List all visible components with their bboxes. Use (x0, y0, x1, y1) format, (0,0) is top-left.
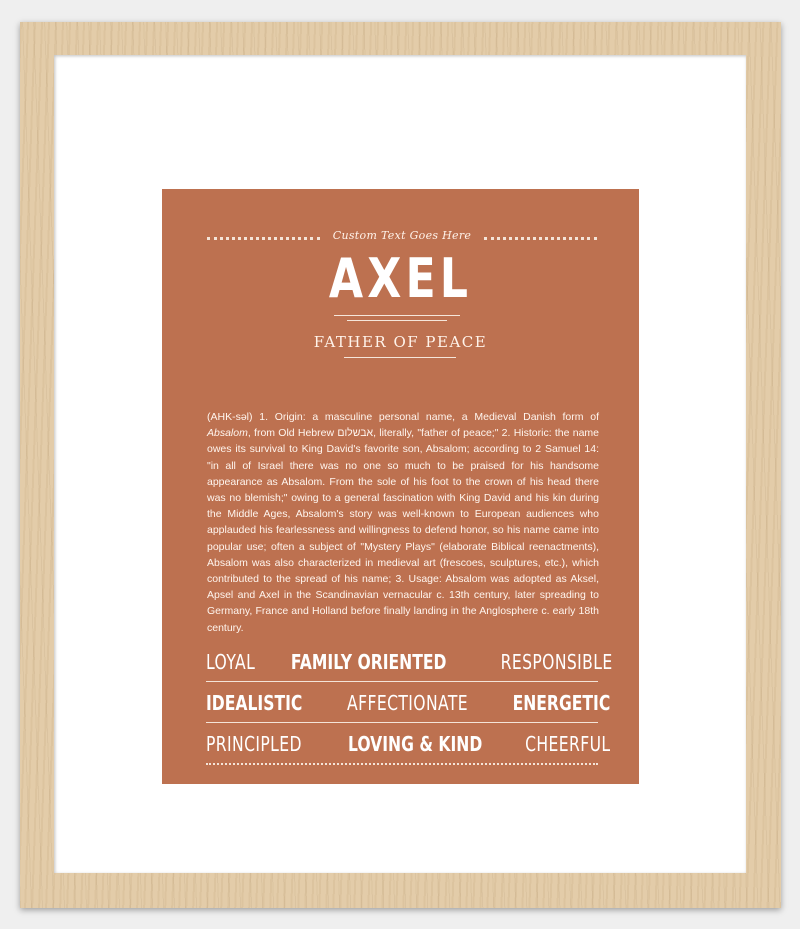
traits-block (206, 645, 613, 769)
definition-part-1: 1. Origin: a masculine personal name, a Medieval Danish form of (252, 411, 599, 423)
trait: LOYAL (206, 650, 256, 674)
wood-frame (20, 22, 781, 908)
trait-divider-dotted (206, 763, 598, 765)
meaning-underline (344, 357, 456, 358)
name-title: AXEL (328, 247, 473, 310)
name-print (162, 189, 639, 784)
pronunciation: (AHK-səl) (207, 411, 253, 423)
custom-text: Custom Text Goes Here (332, 228, 472, 242)
trait-divider (206, 722, 598, 723)
trait: IDEALISTIC (206, 691, 303, 715)
trait: AFFECTIONATE (346, 691, 468, 715)
definition-part-2: , from Old Hebrew אבשלום, literally, "father of peace;" 2. Historic: the name owes its survival to King David's favorite son, Absalom; according to 2 Samuel 14: "in all of Israel there was no one so much to be praised for his handsome appearance as Absalom. From the sole of his foot to the crown of his head there was no blemish;" owing to a general fascination with King David and his kin during the Middle Ages, Absalom's story was well-known to European audiences who applauded his fearlessness and willingness to defend honor, so his name came into popular use; often a subject of "Mystery Plays" (elaborate Biblical reenactments), Absalom was also characterized in medieval art (frescoes, sculptures, etc.), which contributed to the spread of his name; 3. Usage: Absalom was adopted as Aksel, Apsel and Axel in the Scandinavian vernacular c. 13th century, later spreading to Germany, France and Holland before finally landing in the Anglosphere c. early 18th century. (207, 427, 599, 634)
definition-italic-word: Absalom (207, 427, 248, 440)
trait: RESPONSIBLE (500, 650, 613, 674)
custom-text-row (207, 225, 597, 245)
dotted-divider-left (207, 237, 320, 240)
trait-row-2 (206, 686, 610, 720)
trait-divider (206, 681, 598, 682)
definition-text (207, 409, 599, 636)
trait-row-1 (206, 645, 613, 679)
dotted-divider-right (484, 237, 597, 240)
trait: ENERGETIC (512, 691, 610, 715)
trait: FAMILY ORIENTED (291, 650, 447, 674)
trait: PRINCIPLED (206, 732, 302, 756)
white-mat (54, 55, 746, 873)
trait: LOVING & KIND (347, 732, 483, 756)
trait: CHEERFUL (525, 732, 611, 756)
trait-row-3 (206, 727, 611, 761)
name-meaning: FATHER OF PEACE (313, 333, 488, 351)
name-underline (334, 315, 460, 321)
